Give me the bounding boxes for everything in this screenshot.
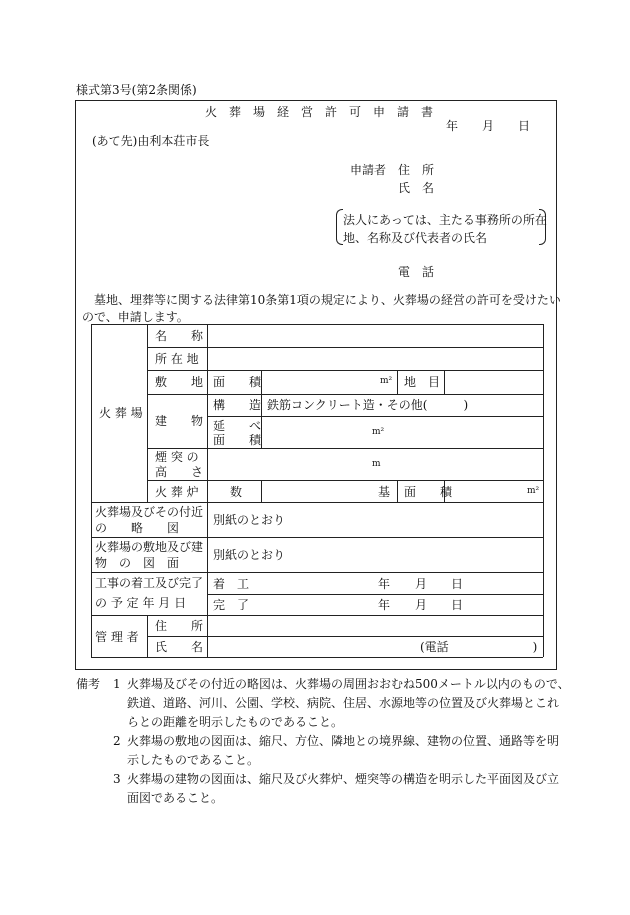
manager-address-label: 住 所 (155, 619, 204, 633)
site-area-unit: m² (380, 376, 393, 386)
schedule-label-1: 工事の着工及び完了 (95, 576, 204, 590)
start-day: 日 (451, 577, 464, 591)
vicinity-map-label-1: 火葬場及びその付近 (95, 505, 204, 519)
chimney-label-2: 高 さ (155, 465, 204, 479)
chimney-unit: m (372, 459, 381, 469)
manager-name-label: 氏 名 (155, 640, 204, 654)
location-label: 所 在 地 (155, 352, 199, 366)
crematorium-label: 火 葬 場 (99, 406, 143, 420)
manager-phone: (電話 ) (420, 640, 538, 654)
date-month: 月 (482, 119, 495, 133)
note-2-line2: 示したものであること。 (127, 753, 260, 767)
finish-label: 完 了 (213, 598, 250, 612)
note-3-line1: 火葬場の建物の図面は、縮尺及び火葬炉、煙突等の構造を明示した平面図及び立 (127, 772, 560, 786)
site-label: 敷 地 (155, 375, 204, 389)
start-label: 着 工 (213, 577, 250, 591)
applicant-phone-label: 電 話 (398, 265, 435, 279)
form-number: 様式第3号(第2条関係) (76, 83, 197, 97)
finish-day: 日 (451, 598, 464, 612)
furnace-units: 基 (378, 485, 391, 499)
applicant-address-label: 住 所 (398, 163, 435, 177)
note-2-number: 2 (113, 734, 121, 748)
floor-area-unit: m² (372, 427, 385, 437)
structure-value: 鉄筋コンクリート造・その他( ) (267, 398, 469, 412)
start-month: 月 (415, 577, 428, 591)
finish-year: 年 (378, 598, 391, 612)
note-3-line2: 面図であること。 (127, 791, 224, 805)
addressee: (あて先)由利本荘市長 (92, 134, 210, 148)
note-1-line3: らとの距離を明示したものであること。 (127, 715, 344, 729)
site-area-label: 面 積 (213, 375, 262, 389)
note-3-number: 3 (113, 772, 121, 786)
note-1-line2: 鉄道、道路、河川、公園、学校、病院、住居、水源地等の位置及び火葬場とこれ (127, 696, 560, 710)
start-year: 年 (378, 577, 391, 591)
furnace-count-label: 数 (230, 485, 243, 499)
furnace-label: 火 葬 炉 (155, 485, 199, 499)
body-text-line2: ので、申請します。 (82, 310, 189, 324)
site-drawing-label-1: 火葬場の敷地及び建 (95, 540, 204, 554)
schedule-label-2: の 予 定 年 月 日 (95, 596, 187, 610)
note-2-line1: 火葬場の敷地の図面は、縮尺、方位、隣地との境界線、建物の位置、通路等を明 (127, 734, 560, 748)
vicinity-map-value: 別紙のとおり (213, 513, 286, 527)
chimney-label-1: 煙 突 の (155, 450, 199, 464)
corporation-note-line2: 地、名称及び代表者の氏名 (343, 231, 488, 245)
vicinity-map-label-2: の 略 図 (95, 521, 180, 535)
structure-label: 構 造 (213, 398, 262, 412)
name-label: 名 称 (155, 329, 204, 343)
floor-area-label-2: 面 積 (213, 433, 262, 447)
building-label: 建 物 (155, 414, 204, 428)
finish-month: 月 (415, 598, 428, 612)
furnace-area-label: 面 積 (404, 485, 453, 499)
applicant-label: 申請者 (350, 163, 387, 177)
site-drawing-label-2: 物 の 図 面 (95, 556, 180, 570)
date-year: 年 (446, 119, 459, 133)
date-day: 日 (518, 119, 531, 133)
site-drawing-value: 別紙のとおり (213, 548, 286, 562)
note-1-number: 1 (113, 677, 121, 691)
floor-area-label-1: 延 べ (213, 419, 262, 433)
body-text-line1: 墓地、埋葬等に関する法律第10条第1項の規定により、火葬場の経営の許可を受けたい (94, 293, 561, 307)
applicant-name-label: 氏 名 (398, 181, 435, 195)
form-title: 火 葬 場 経 営 許 可 申 請 書 (205, 105, 434, 119)
furnace-area-unit: m² (527, 486, 540, 496)
notes-label: 備考 (76, 677, 101, 691)
corporation-note-line1: 法人にあっては、主たる事務所の所在 (343, 213, 547, 227)
land-category-label: 地 目 (404, 375, 441, 389)
note-1-line1: 火葬場及びその付近の略図は、火葬場の周囲おおむね500メートル以内のもので、 (127, 677, 570, 691)
manager-label: 管 理 者 (95, 630, 139, 644)
